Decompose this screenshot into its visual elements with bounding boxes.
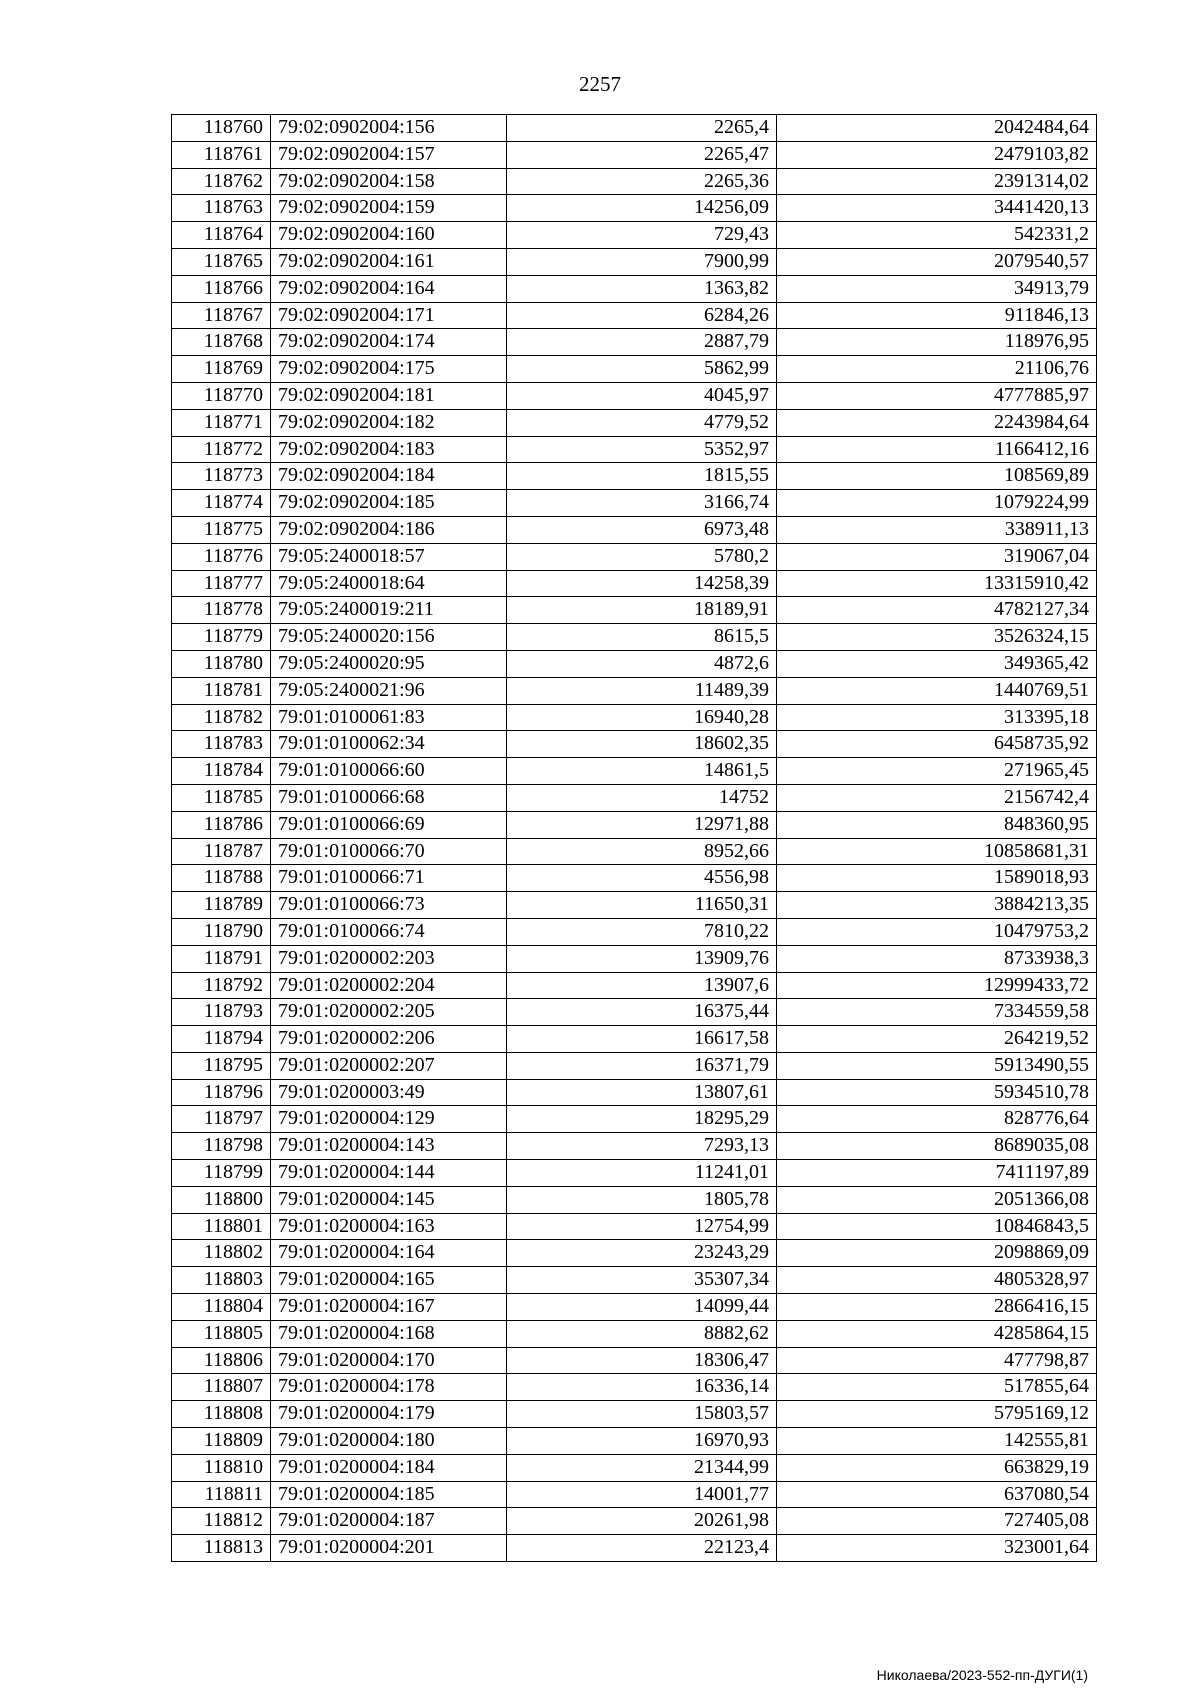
row-number-cell: 118796 xyxy=(172,1079,271,1106)
row-number-cell: 118801 xyxy=(172,1213,271,1240)
area-cell: 2265,36 xyxy=(507,168,777,195)
row-number-cell: 118782 xyxy=(172,704,271,731)
cadastral-value-cell: 5795169,12 xyxy=(777,1401,1097,1428)
cadastral-number-cell: 79:01:0200004:201 xyxy=(271,1535,507,1562)
cadastral-number-cell: 79:02:0902004:182 xyxy=(271,409,507,436)
table-row xyxy=(172,1186,1097,1213)
cadastral-number-cell: 79:02:0902004:181 xyxy=(271,382,507,409)
cadastral-value-cell: 1079224,99 xyxy=(777,490,1097,517)
cadastral-number-cell: 79:02:0902004:161 xyxy=(271,248,507,275)
row-number-cell: 118795 xyxy=(172,1052,271,1079)
cadastral-value-cell: 2051366,08 xyxy=(777,1186,1097,1213)
area-cell: 14099,44 xyxy=(507,1294,777,1321)
cadastral-number-cell: 79:01:0100066:70 xyxy=(271,838,507,865)
area-cell: 7810,22 xyxy=(507,918,777,945)
row-number-cell: 118773 xyxy=(172,463,271,490)
row-number-cell: 118771 xyxy=(172,409,271,436)
table-row xyxy=(172,1026,1097,1053)
row-number-cell: 118780 xyxy=(172,650,271,677)
cadastral-value-cell: 34913,79 xyxy=(777,275,1097,302)
cadastral-number-cell: 79:01:0100066:73 xyxy=(271,892,507,919)
cadastral-value-cell: 108569,89 xyxy=(777,463,1097,490)
table-row xyxy=(172,1079,1097,1106)
area-cell: 20261,98 xyxy=(507,1508,777,1535)
area-cell: 7900,99 xyxy=(507,248,777,275)
area-cell: 11241,01 xyxy=(507,1160,777,1187)
row-number-cell: 118781 xyxy=(172,677,271,704)
row-number-cell: 118776 xyxy=(172,543,271,570)
cadastral-number-cell: 79:01:0200004:185 xyxy=(271,1481,507,1508)
cadastral-value-cell: 338911,13 xyxy=(777,516,1097,543)
cadastral-value-cell: 848360,95 xyxy=(777,811,1097,838)
cadastral-value-cell: 1166412,16 xyxy=(777,436,1097,463)
cadastral-number-cell: 79:01:0100066:71 xyxy=(271,865,507,892)
table-row xyxy=(172,945,1097,972)
row-number-cell: 118768 xyxy=(172,329,271,356)
cadastral-value-cell: 1589018,93 xyxy=(777,865,1097,892)
cadastral-value-cell: 3526324,15 xyxy=(777,624,1097,651)
table-row xyxy=(172,329,1097,356)
row-number-cell: 118808 xyxy=(172,1401,271,1428)
table-row xyxy=(172,811,1097,838)
row-number-cell: 118786 xyxy=(172,811,271,838)
area-cell: 1363,82 xyxy=(507,275,777,302)
table-row xyxy=(172,1535,1097,1562)
row-number-cell: 118783 xyxy=(172,731,271,758)
cadastral-value-cell: 10858681,31 xyxy=(777,838,1097,865)
cadastral-number-cell: 79:01:0200004:178 xyxy=(271,1374,507,1401)
table-row xyxy=(172,677,1097,704)
table-row xyxy=(172,168,1097,195)
table-row xyxy=(172,570,1097,597)
cadastral-number-cell: 79:02:0902004:175 xyxy=(271,356,507,383)
table-row xyxy=(172,302,1097,329)
cadastral-value-cell: 1440769,51 xyxy=(777,677,1097,704)
cadastral-value-cell: 319067,04 xyxy=(777,543,1097,570)
table-row xyxy=(172,999,1097,1026)
row-number-cell: 118800 xyxy=(172,1186,271,1213)
cadastral-value-cell: 542331,2 xyxy=(777,222,1097,249)
cadastral-number-cell: 79:01:0200002:207 xyxy=(271,1052,507,1079)
row-number-cell: 118810 xyxy=(172,1454,271,1481)
row-number-cell: 118797 xyxy=(172,1106,271,1133)
cadastral-number-cell: 79:01:0100066:60 xyxy=(271,758,507,785)
cadastral-value-cell: 349365,42 xyxy=(777,650,1097,677)
row-number-cell: 118806 xyxy=(172,1347,271,1374)
area-cell: 16617,58 xyxy=(507,1026,777,1053)
table-row xyxy=(172,463,1097,490)
table-row xyxy=(172,1374,1097,1401)
table-row xyxy=(172,1106,1097,1133)
table-row xyxy=(172,624,1097,651)
area-cell: 18295,29 xyxy=(507,1106,777,1133)
cadastral-value-cell: 4782127,34 xyxy=(777,597,1097,624)
area-cell: 1815,55 xyxy=(507,463,777,490)
table-row xyxy=(172,141,1097,168)
table-row xyxy=(172,1401,1097,1428)
cadastral-number-cell: 79:01:0200004:180 xyxy=(271,1428,507,1455)
row-number-cell: 118812 xyxy=(172,1508,271,1535)
table-row xyxy=(172,704,1097,731)
cadastral-value-cell: 828776,64 xyxy=(777,1106,1097,1133)
cadastral-value-cell: 5934510,78 xyxy=(777,1079,1097,1106)
table-row xyxy=(172,1160,1097,1187)
area-cell: 7293,13 xyxy=(507,1133,777,1160)
cadastral-number-cell: 79:01:0200004:165 xyxy=(271,1267,507,1294)
cadastral-value-cell: 2243984,64 xyxy=(777,409,1097,436)
row-number-cell: 118761 xyxy=(172,141,271,168)
table-row xyxy=(172,516,1097,543)
cadastral-number-cell: 79:01:0100066:69 xyxy=(271,811,507,838)
table-row xyxy=(172,356,1097,383)
area-cell: 13807,61 xyxy=(507,1079,777,1106)
row-number-cell: 118790 xyxy=(172,918,271,945)
table-row xyxy=(172,650,1097,677)
cadastral-number-cell: 79:01:0100066:68 xyxy=(271,784,507,811)
area-cell: 18306,47 xyxy=(507,1347,777,1374)
cadastral-value-cell: 313395,18 xyxy=(777,704,1097,731)
area-cell: 8882,62 xyxy=(507,1320,777,1347)
cadastral-number-cell: 79:01:0200002:206 xyxy=(271,1026,507,1053)
row-number-cell: 118775 xyxy=(172,516,271,543)
cadastral-number-cell: 79:02:0902004:158 xyxy=(271,168,507,195)
area-cell: 14258,39 xyxy=(507,570,777,597)
row-number-cell: 118791 xyxy=(172,945,271,972)
area-cell: 4556,98 xyxy=(507,865,777,892)
cadastral-number-cell: 79:05:2400020:156 xyxy=(271,624,507,651)
area-cell: 14861,5 xyxy=(507,758,777,785)
row-number-cell: 118762 xyxy=(172,168,271,195)
table-row xyxy=(172,1213,1097,1240)
cadastral-number-cell: 79:05:2400018:57 xyxy=(271,543,507,570)
cadastral-value-cell: 118976,95 xyxy=(777,329,1097,356)
cadastral-value-cell: 4805328,97 xyxy=(777,1267,1097,1294)
area-cell: 4872,6 xyxy=(507,650,777,677)
area-cell: 23243,29 xyxy=(507,1240,777,1267)
cadastral-value-cell: 7411197,89 xyxy=(777,1160,1097,1187)
row-number-cell: 118811 xyxy=(172,1481,271,1508)
row-number-cell: 118789 xyxy=(172,892,271,919)
table-row xyxy=(172,248,1097,275)
cadastral-number-cell: 79:02:0902004:171 xyxy=(271,302,507,329)
row-number-cell: 118760 xyxy=(172,115,271,142)
table-row xyxy=(172,1240,1097,1267)
row-number-cell: 118777 xyxy=(172,570,271,597)
table-row xyxy=(172,195,1097,222)
cadastral-value-cell: 2479103,82 xyxy=(777,141,1097,168)
row-number-cell: 118803 xyxy=(172,1267,271,1294)
cadastral-number-cell: 79:02:0902004:159 xyxy=(271,195,507,222)
cadastral-number-cell: 79:02:0902004:157 xyxy=(271,141,507,168)
cadastral-value-cell: 911846,13 xyxy=(777,302,1097,329)
cadastral-value-cell: 2866416,15 xyxy=(777,1294,1097,1321)
cadastral-value-cell: 323001,64 xyxy=(777,1535,1097,1562)
cadastral-value-cell: 517855,64 xyxy=(777,1374,1097,1401)
cadastral-value-cell: 13315910,42 xyxy=(777,570,1097,597)
table-row xyxy=(172,1267,1097,1294)
cadastral-value-cell: 663829,19 xyxy=(777,1454,1097,1481)
area-cell: 13909,76 xyxy=(507,945,777,972)
area-cell: 8615,5 xyxy=(507,624,777,651)
cadastral-value-cell: 142555,81 xyxy=(777,1428,1097,1455)
row-number-cell: 118813 xyxy=(172,1535,271,1562)
table-row xyxy=(172,597,1097,624)
row-number-cell: 118774 xyxy=(172,490,271,517)
cadastral-number-cell: 79:01:0200004:187 xyxy=(271,1508,507,1535)
row-number-cell: 118784 xyxy=(172,758,271,785)
table-row xyxy=(172,222,1097,249)
area-cell: 14256,09 xyxy=(507,195,777,222)
table-row xyxy=(172,918,1097,945)
cadastral-value-cell: 4285864,15 xyxy=(777,1320,1097,1347)
cadastral-value-cell: 3884213,35 xyxy=(777,892,1097,919)
area-cell: 18602,35 xyxy=(507,731,777,758)
area-cell: 16940,28 xyxy=(507,704,777,731)
row-number-cell: 118767 xyxy=(172,302,271,329)
page-number: 2257 xyxy=(579,72,621,96)
area-cell: 13907,6 xyxy=(507,972,777,999)
cadastral-number-cell: 79:01:0200004:129 xyxy=(271,1106,507,1133)
table-row xyxy=(172,543,1097,570)
area-cell: 12754,99 xyxy=(507,1213,777,1240)
table-row xyxy=(172,1428,1097,1455)
row-number-cell: 118809 xyxy=(172,1428,271,1455)
cadastral-value-cell: 271965,45 xyxy=(777,758,1097,785)
table-row xyxy=(172,1133,1097,1160)
row-number-cell: 118804 xyxy=(172,1294,271,1321)
area-cell: 21344,99 xyxy=(507,1454,777,1481)
table-row xyxy=(172,1294,1097,1321)
area-cell: 4779,52 xyxy=(507,409,777,436)
cadastral-number-cell: 79:01:0200003:49 xyxy=(271,1079,507,1106)
table-row xyxy=(172,731,1097,758)
cadastral-number-cell: 79:05:2400018:64 xyxy=(271,570,507,597)
table-row xyxy=(172,1347,1097,1374)
area-cell: 2887,79 xyxy=(507,329,777,356)
cadastral-value-cell: 727405,08 xyxy=(777,1508,1097,1535)
area-cell: 4045,97 xyxy=(507,382,777,409)
row-number-cell: 118772 xyxy=(172,436,271,463)
row-number-cell: 118785 xyxy=(172,784,271,811)
table-row xyxy=(172,436,1097,463)
cadastral-value-cell: 12999433,72 xyxy=(777,972,1097,999)
row-number-cell: 118793 xyxy=(172,999,271,1026)
row-number-cell: 118779 xyxy=(172,624,271,651)
cadastral-number-cell: 79:02:0902004:160 xyxy=(271,222,507,249)
cadastral-value-cell: 10846843,5 xyxy=(777,1213,1097,1240)
cadastral-number-cell: 79:01:0200004:143 xyxy=(271,1133,507,1160)
area-cell: 5352,97 xyxy=(507,436,777,463)
cadastral-value-cell: 2042484,64 xyxy=(777,115,1097,142)
table-row xyxy=(172,1481,1097,1508)
table-row xyxy=(172,490,1097,517)
cadastral-number-cell: 79:01:0200004:168 xyxy=(271,1320,507,1347)
table-row xyxy=(172,865,1097,892)
table-row xyxy=(172,382,1097,409)
area-cell: 15803,57 xyxy=(507,1401,777,1428)
row-number-cell: 118787 xyxy=(172,838,271,865)
row-number-cell: 118798 xyxy=(172,1133,271,1160)
cadastral-number-cell: 79:02:0902004:156 xyxy=(271,115,507,142)
area-cell: 3166,74 xyxy=(507,490,777,517)
cadastral-number-cell: 79:01:0100062:34 xyxy=(271,731,507,758)
cadastral-number-cell: 79:05:2400019:211 xyxy=(271,597,507,624)
area-cell: 16375,44 xyxy=(507,999,777,1026)
row-number-cell: 118766 xyxy=(172,275,271,302)
cadastral-number-cell: 79:02:0902004:184 xyxy=(271,463,507,490)
cadastral-number-cell: 79:01:0200004:145 xyxy=(271,1186,507,1213)
area-cell: 11650,31 xyxy=(507,892,777,919)
cadastral-value-cell: 10479753,2 xyxy=(777,918,1097,945)
area-cell: 16371,79 xyxy=(507,1052,777,1079)
cadastral-value-cell: 5913490,55 xyxy=(777,1052,1097,1079)
area-cell: 8952,66 xyxy=(507,838,777,865)
area-cell: 16970,93 xyxy=(507,1428,777,1455)
row-number-cell: 118799 xyxy=(172,1160,271,1187)
cadastral-value-cell: 6458735,92 xyxy=(777,731,1097,758)
area-cell: 11489,39 xyxy=(507,677,777,704)
area-cell: 1805,78 xyxy=(507,1186,777,1213)
cadastral-number-cell: 79:01:0200004:170 xyxy=(271,1347,507,1374)
table-body xyxy=(172,115,1097,1562)
area-cell: 14001,77 xyxy=(507,1481,777,1508)
cadastral-number-cell: 79:05:2400020:95 xyxy=(271,650,507,677)
cadastral-value-cell: 3441420,13 xyxy=(777,195,1097,222)
cadastral-number-cell: 79:02:0902004:174 xyxy=(271,329,507,356)
cadastral-number-cell: 79:01:0200004:144 xyxy=(271,1160,507,1187)
cadastral-value-cell: 8689035,08 xyxy=(777,1133,1097,1160)
cadastral-value-cell: 2098869,09 xyxy=(777,1240,1097,1267)
area-cell: 2265,47 xyxy=(507,141,777,168)
table-row xyxy=(172,275,1097,302)
area-cell: 2265,4 xyxy=(507,115,777,142)
cadastral-value-cell: 264219,52 xyxy=(777,1026,1097,1053)
table-row xyxy=(172,784,1097,811)
cadastral-number-cell: 79:01:0100061:83 xyxy=(271,704,507,731)
area-cell: 6973,48 xyxy=(507,516,777,543)
area-cell: 35307,34 xyxy=(507,1267,777,1294)
table-row xyxy=(172,758,1097,785)
cadastral-number-cell: 79:01:0200002:203 xyxy=(271,945,507,972)
area-cell: 12971,88 xyxy=(507,811,777,838)
cadastral-number-cell: 79:01:0200002:204 xyxy=(271,972,507,999)
cadastral-value-cell: 2079540,57 xyxy=(777,248,1097,275)
table-row xyxy=(172,972,1097,999)
table-row xyxy=(172,409,1097,436)
cadastral-number-cell: 79:01:0200004:167 xyxy=(271,1294,507,1321)
cadastral-value-cell: 2156742,4 xyxy=(777,784,1097,811)
cadastral-number-cell: 79:02:0902004:164 xyxy=(271,275,507,302)
cadastral-number-cell: 79:01:0200002:205 xyxy=(271,999,507,1026)
table-row xyxy=(172,1320,1097,1347)
row-number-cell: 118788 xyxy=(172,865,271,892)
table-row xyxy=(172,1454,1097,1481)
row-number-cell: 118769 xyxy=(172,356,271,383)
cadastral-value-cell: 21106,76 xyxy=(777,356,1097,383)
cadastral-value-cell: 8733938,3 xyxy=(777,945,1097,972)
area-cell: 18189,91 xyxy=(507,597,777,624)
area-cell: 5862,99 xyxy=(507,356,777,383)
cadastral-value-cell: 2391314,02 xyxy=(777,168,1097,195)
cadastral-value-cell: 7334559,58 xyxy=(777,999,1097,1026)
area-cell: 22123,4 xyxy=(507,1535,777,1562)
area-cell: 729,43 xyxy=(507,222,777,249)
cadastral-value-cell: 637080,54 xyxy=(777,1481,1097,1508)
document-footer-reference: Николаева/2023-552-пп-ДУГИ(1) xyxy=(876,1667,1088,1683)
row-number-cell: 118802 xyxy=(172,1240,271,1267)
area-cell: 14752 xyxy=(507,784,777,811)
cadastral-value-table xyxy=(171,114,1097,1562)
table-row xyxy=(172,1508,1097,1535)
cadastral-number-cell: 79:01:0200004:184 xyxy=(271,1454,507,1481)
area-cell: 6284,26 xyxy=(507,302,777,329)
cadastral-value-cell: 4777885,97 xyxy=(777,382,1097,409)
row-number-cell: 118764 xyxy=(172,222,271,249)
row-number-cell: 118792 xyxy=(172,972,271,999)
row-number-cell: 118807 xyxy=(172,1374,271,1401)
cadastral-number-cell: 79:02:0902004:183 xyxy=(271,436,507,463)
row-number-cell: 118778 xyxy=(172,597,271,624)
cadastral-number-cell: 79:05:2400021:96 xyxy=(271,677,507,704)
cadastral-number-cell: 79:01:0200004:164 xyxy=(271,1240,507,1267)
cadastral-number-cell: 79:01:0200004:179 xyxy=(271,1401,507,1428)
cadastral-number-cell: 79:02:0902004:186 xyxy=(271,516,507,543)
cadastral-number-cell: 79:01:0200004:163 xyxy=(271,1213,507,1240)
cadastral-value-cell: 477798,87 xyxy=(777,1347,1097,1374)
cadastral-number-cell: 79:01:0100066:74 xyxy=(271,918,507,945)
table-row xyxy=(172,115,1097,142)
row-number-cell: 118794 xyxy=(172,1026,271,1053)
row-number-cell: 118805 xyxy=(172,1320,271,1347)
row-number-cell: 118765 xyxy=(172,248,271,275)
row-number-cell: 118763 xyxy=(172,195,271,222)
table-row xyxy=(172,892,1097,919)
area-cell: 5780,2 xyxy=(507,543,777,570)
table-row xyxy=(172,1052,1097,1079)
table-row xyxy=(172,838,1097,865)
area-cell: 16336,14 xyxy=(507,1374,777,1401)
cadastral-number-cell: 79:02:0902004:185 xyxy=(271,490,507,517)
row-number-cell: 118770 xyxy=(172,382,271,409)
